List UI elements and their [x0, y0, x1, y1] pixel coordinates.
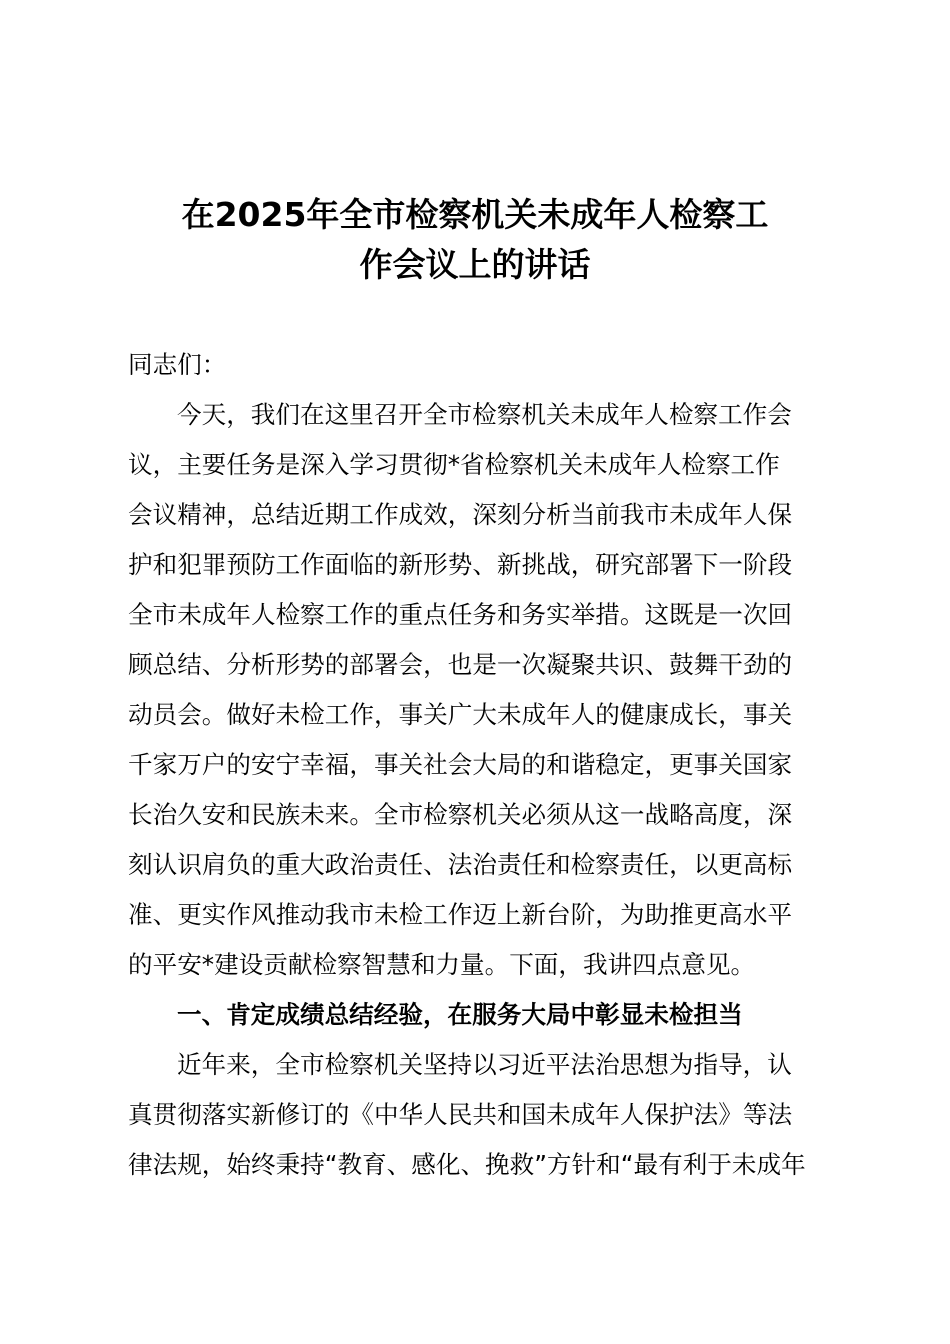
title-line: 在2025年全市检察机关未成年人检察工 — [181, 195, 769, 234]
text-line: 全市未成年人检察工作的重点任务和务实举措。这既是一次回 — [128, 600, 793, 629]
text-line: 会议精神，总结近期工作成效，深刻分析当前我市未成年人保 — [128, 500, 793, 529]
salutation: 同志们： — [128, 350, 227, 379]
text-line: 律法规，始终秉持“教育、感化、挽救”方针和“最有利于未成年 — [128, 1150, 806, 1179]
text-line: 长治久安和民族未来。全市检察机关必须从这一战略高度，深 — [128, 800, 793, 829]
text-line: 千家万户的安宁幸福，事关社会大局的和谐稳定，更事关国家 — [128, 750, 793, 779]
paragraph-achievements — [128, 1040, 828, 1190]
text-line: 刻认识肩负的重大政治责任、法治责任和检察责任，以更高标 — [128, 850, 793, 879]
section-heading: 一、肯定成绩总结经验，在服务大局中彰显未检担当 — [177, 1000, 743, 1029]
text-line: 今天，我们在这里召开全市检察机关未成年人检察工作会 — [177, 400, 792, 429]
text-line: 议，主要任务是深入学习贯彻*省检察机关未成年人检察工作 — [128, 450, 780, 479]
text-line: 近年来，全市检察机关坚持以习近平法治思想为指导，认 — [177, 1050, 792, 1079]
text-line: 护和犯罪预防工作面临的新形势、新挑战，研究部署下一阶段 — [128, 550, 793, 579]
text-line: 准、更实作风推动我市未检工作迈上新台阶，为助推更高水平 — [128, 900, 793, 929]
document-body — [128, 340, 828, 1190]
text-line: 顾总结、分析形势的部署会，也是一次凝聚共识、鼓舞干劲的 — [128, 650, 793, 679]
paragraph-intro — [128, 390, 828, 990]
text-line: 真贯彻落实新修订的《中华人民共和国未成年人保护法》等法 — [128, 1100, 793, 1129]
title-line: 作会议上的讲话 — [359, 245, 591, 284]
document-title — [0, 190, 950, 290]
text-line: 的平安*建设贡献检察智慧和力量。下面，我讲四点意见。 — [128, 950, 756, 979]
text-line: 动员会。做好未检工作，事关广大未成年人的健康成长，事关 — [128, 700, 793, 729]
